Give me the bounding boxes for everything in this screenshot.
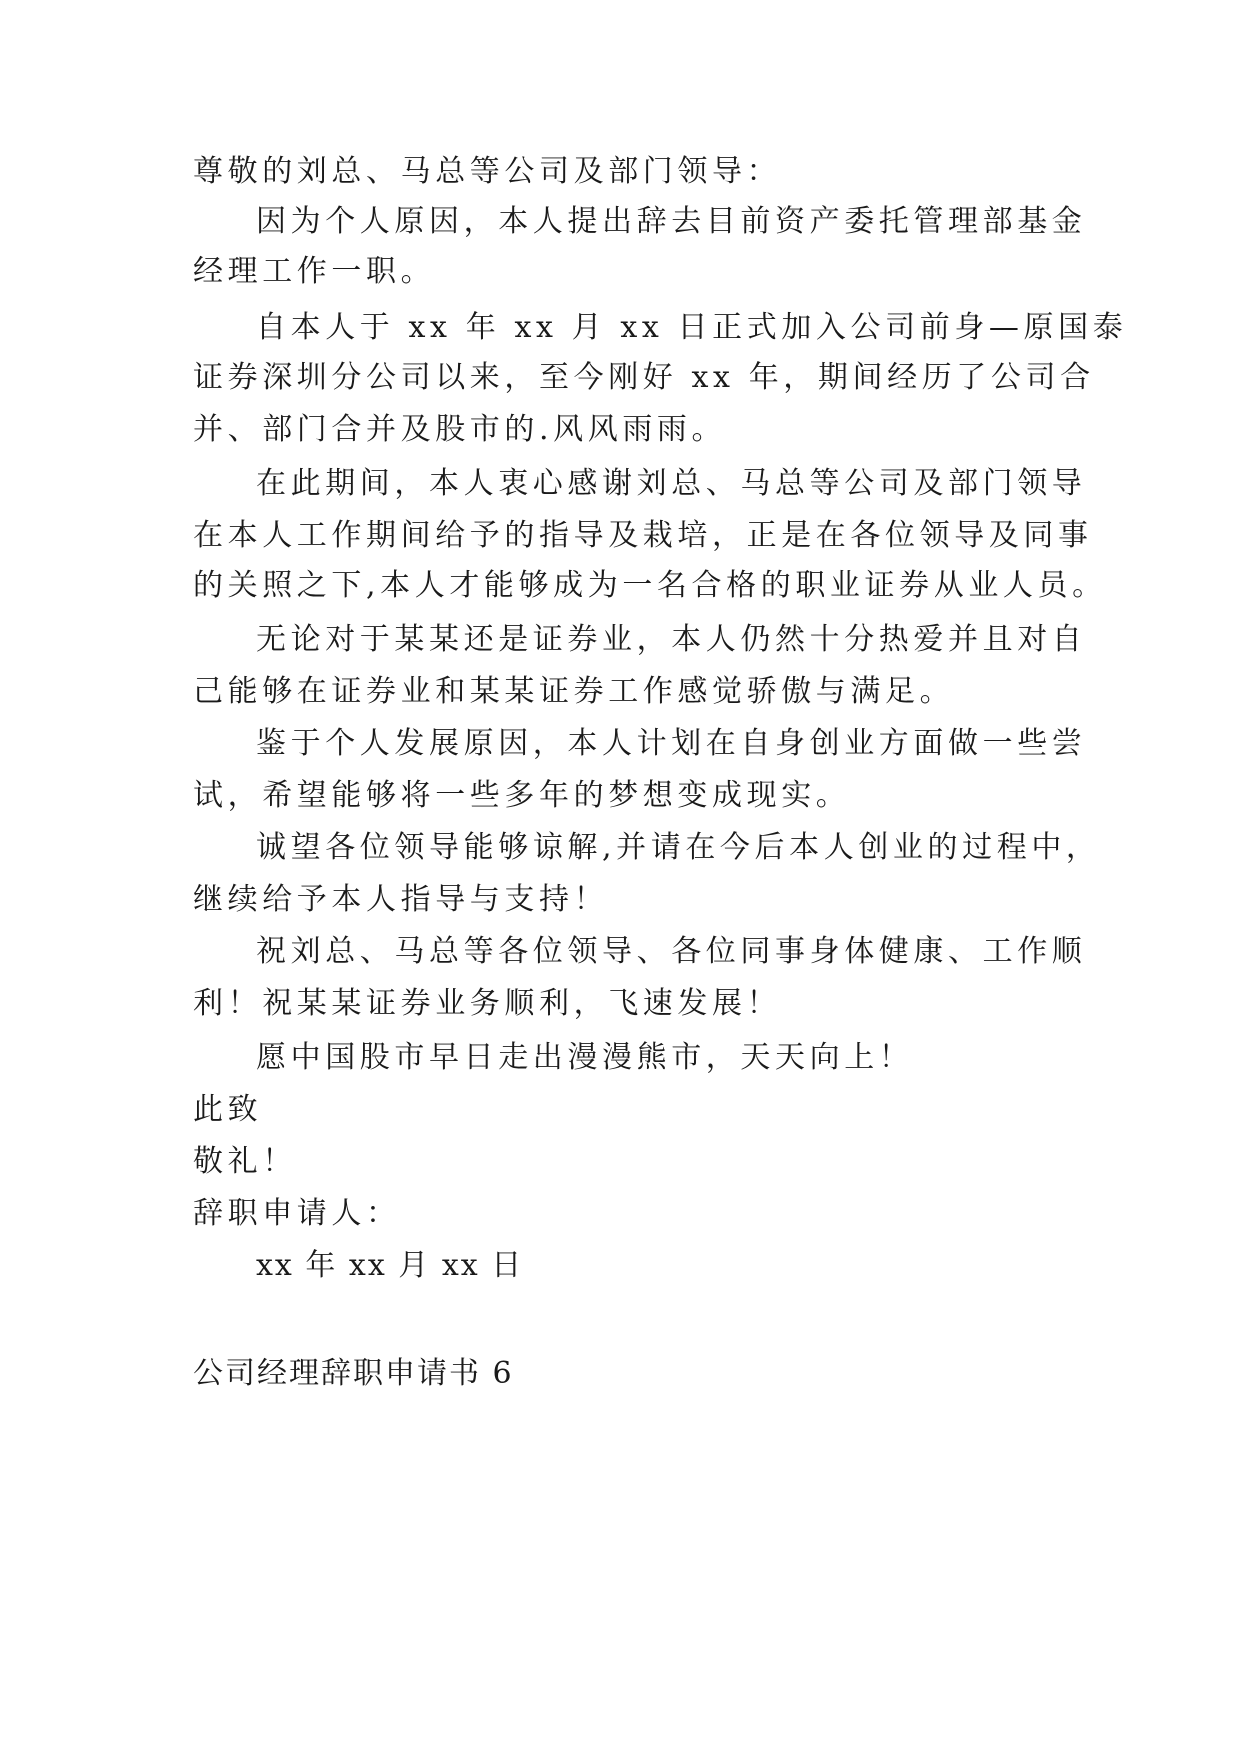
paragraph-2-line-3: 并、部门合并及股市的.风风雨雨。: [193, 412, 727, 447]
paragraph-4-line-2: 己能够在证券业和某某证券工作感觉骄傲与满足。: [193, 674, 955, 709]
paragraph-2-line-1: 自本人于 xx 年 xx 月 xx 日正式加入公司前身—原国泰: [256, 310, 1128, 345]
closing-line-2: 敬礼！: [193, 1144, 297, 1179]
paragraph-6-line-1: 诚望各位领导能够谅解,并请在今后本人创业的过程中，: [256, 830, 1101, 865]
salutation: 尊敬的刘总、马总等公司及部门领导：: [193, 154, 782, 189]
closing-line-1: 此致: [193, 1092, 263, 1127]
paragraph-1-line-2: 经理工作一职。: [193, 254, 436, 289]
paragraph-4-line-1: 无论对于某某还是证券业，本人仍然十分热爱并且对自: [256, 622, 1087, 657]
paragraph-7-line-1: 祝刘总、马总等各位领导、各位同事身体健康、工作顺: [256, 934, 1087, 969]
paragraph-8-line-1: 愿中国股市早日走出漫漫熊市，天天向上！: [256, 1040, 914, 1075]
paragraph-1-line-1: 因为个人原因，本人提出辞去目前资产委托管理部基金: [256, 204, 1087, 239]
paragraph-3-line-2: 在本人工作期间给予的指导及栽培，正是在各位领导及同事: [193, 518, 1093, 553]
paragraph-5-line-1: 鉴于个人发展原因，本人计划在自身创业方面做一些尝: [256, 726, 1087, 761]
paragraph-2-line-2: 证券深圳分公司以来，至今刚好 xx 年，期间经历了公司合: [193, 360, 1095, 395]
paragraph-3-line-3: 的关照之下,本人才能够成为一名合格的职业证券从业人员。: [193, 568, 1107, 603]
paragraph-7-line-2: 利！祝某某证券业务顺利，飞速发展！: [193, 986, 782, 1021]
paragraph-5-line-2: 试，希望能够将一些多年的梦想变成现实。: [193, 778, 851, 813]
next-section-heading: 公司经理辞职申请书 6: [193, 1356, 514, 1391]
paragraph-3-line-1: 在此期间，本人衷心感谢刘总、马总等公司及部门领导: [256, 466, 1087, 501]
signer-label: 辞职申请人：: [193, 1196, 401, 1231]
signature-date: xx 年 xx 月 xx 日: [256, 1248, 524, 1283]
paragraph-6-line-2: 继续给予本人指导与支持！: [193, 882, 609, 917]
